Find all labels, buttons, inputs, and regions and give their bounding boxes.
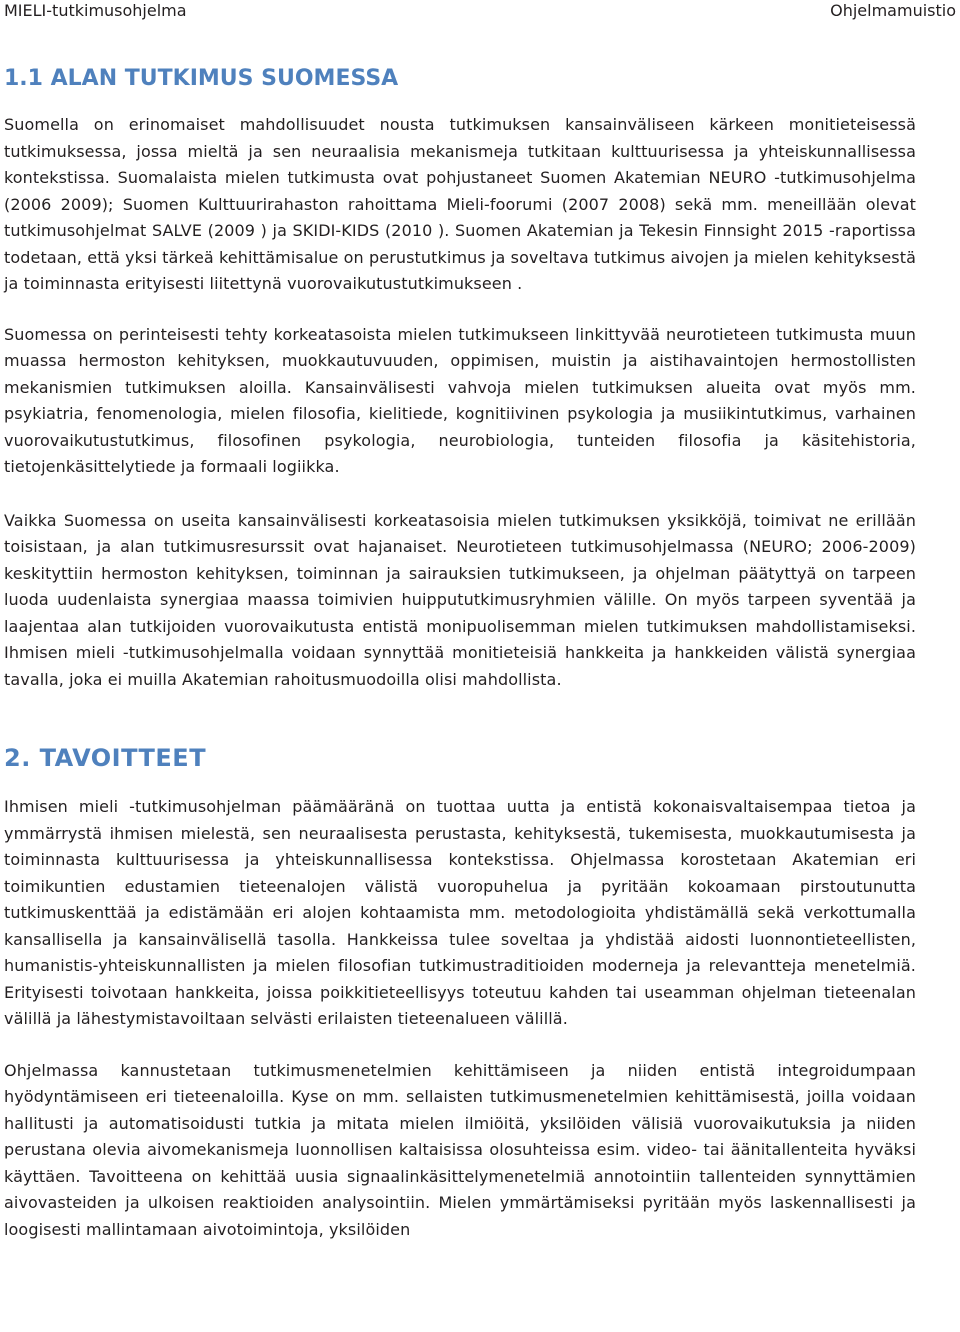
running-header xyxy=(4,0,956,26)
section-heading-alan-tutkimus: 1.1 ALAN TUTKIMUS SUOMESSA xyxy=(4,66,399,91)
document-page xyxy=(4,0,956,1243)
header-program-name: MIELI-tutkimusohjelma xyxy=(4,1,187,20)
paragraph: Suomella on erinomaiset mahdollisuudet nousta tutkimuksen kansainväliseen kärkeen monitieteisessä tutkimuksessa, jossa mieltä ja sen neuraalisia mekanismeja tutkitaan kulttuurisessa ja yhteiskunnallisessa kontekstissa. Suomalaista mielen tutkimusta ovat pohjustaneet Suomen Akatemian NEURO -tutkimusohjelma (2006 2009); Suomen Kulttuurirahaston rahoittama Mieli-foorumi (2007 2008) sekä mm. meneillään olevat tutkimusohjelmat SALVE (2009 ) ja SKIDI-KIDS (2010 ). Suomen Akatemian ja Tekesin Finnsight 2015 -raportissa todetaan, että yksi tärkeä kehittämisalue on perustutkimus ja soveltava tutkimus aivojen ja mielen kehityksestä ja toiminnasta erityisesti liitettynä vuorovaikutustutkimukseen . xyxy=(4,115,916,293)
paragraph: Ohjelmassa kannustetaan tutkimusmenetelmien kehittämiseen ja niiden entistä integroidumpaan hyödyntämiseen eri tieteenaloilla. Kyse on mm. sellaisten tutkimusmenetelmien kehittämisestä, joilla voidaan hallitusti ja automatisoidusti tutkia ja mitata mielen ilmiöitä, yksilöiden välisiä vuorovaikutuksia ja niiden perustana olevia aivomekanismeja luonnollisen kaltaisissa olosuhteissa esim. video- tai äänitallenteita hyväksi käyttäen. Tavoitteena on kehittää uusia signaalinkäsittelymenetelmiä annotointiin tallenteiden synnyttämien aivovasteiden ja ulkoisen reaktioiden analysointiin. Mielen ymmärtämiseksi pyritään myös laskennallisesti ja loogisesti mallintamaan aivotoimintoja, yksilöiden xyxy=(4,1060,916,1239)
paragraph: Suomessa on perinteisesti tehty korkeatasoista mielen tutkimukseen linkittyvää neurotieteen tutkimusta muun muassa hermoston kehityksen, muokkautuvuuden, oppimisen, muistin ja aistihavaintojen hermostollisten mekanismien tutkimuksen aloilla. Kansainvälisesti vahvoja mielen tutkimuksen alueita ovat myös mm. psykiatria, fenomenologia, mielen filosofia, kielitiede, kognitiivinen psykologia ja musiikintutkimus, varhainen vuorovaikutustutkimus, filosofinen psykologia, neurobiologia, tunteiden filosofia ja käsitehistoria, tietojenkäsittelytiede ja formaali logiikka. xyxy=(4,324,916,476)
header-document-type: Ohjelmamuistio xyxy=(830,1,956,20)
section-heading-tavoitteet: 2. TAVOITTEET xyxy=(4,744,207,772)
paragraph: Vaikka Suomessa on useita kansainvälisesti korkeatasoisia mielen tutkimuksen yksikköjä, toimivat ne erillään toisistaan, ja alan tutkimusresurssit ovat hajanaiset. Neurotieteen tutkimusohjelmassa (NEURO; 2006-2009) keskityttiin hermoston kehityksen, toiminnan ja sairauksien tutkimukseen, ja ohjelman päätyttyä on tarpeen luoda uudenlaista synergiaa maassa toimivien huippututkimusryhmien välille. On myös tarpeen syventää ja laajentaa alan tutkijoiden vuorovaikutusta entistä monipuolisemman mielen tutkimuksen mahdollistamiseksi. Ihmisen mieli -tutkimusohjelmalla voidaan synnyttää monitieteisiä hankkeita ja hankkeiden välistä synergiaa tavalla, joka ei muilla Akatemian rahoitusmuodoilla olisi mahdollista. xyxy=(4,510,916,689)
paragraph: Ihmisen mieli -tutkimusohjelman päämääränä on tuottaa uutta ja entistä kokonaisvaltaisempaa tietoa ja ymmärrystä ihmisen mielestä, sen neuraalisesta perustasta, kehityksestä, tukemisesta, muokkautumisesta ja toiminnasta kulttuurisessa ja yhteiskunnallisessa kontekstissa. Ohjelmassa korostetaan Akatemian eri toimikuntien edustamien tieteenalojen välistä vuoropuhelua ja pyritään kokoamaan pirstoutunutta tutkimuskenttää ja edistämään eri alojen kohtaamista mm. metodologioita yhdistämällä sekä verkottumalla kansallisella ja kansainvälisellä tasolla. Hankkeissa tulee soveltaa ja yhdistää aidosti luonnontieteellisten, humanistis-yhteiskunnallisten ja mielen filosofian tutkimustraditioiden moderneja ja relevantteja menetelmiä. Erityisesti toivotaan hankkeita, joissa poikkitieteellisyys toteutuu kahden tai useamman ohjelman tieteenalan välillä ja lähestymistavoiltaan selvästi erilaisten tieteenalueen välillä. xyxy=(4,797,916,1028)
